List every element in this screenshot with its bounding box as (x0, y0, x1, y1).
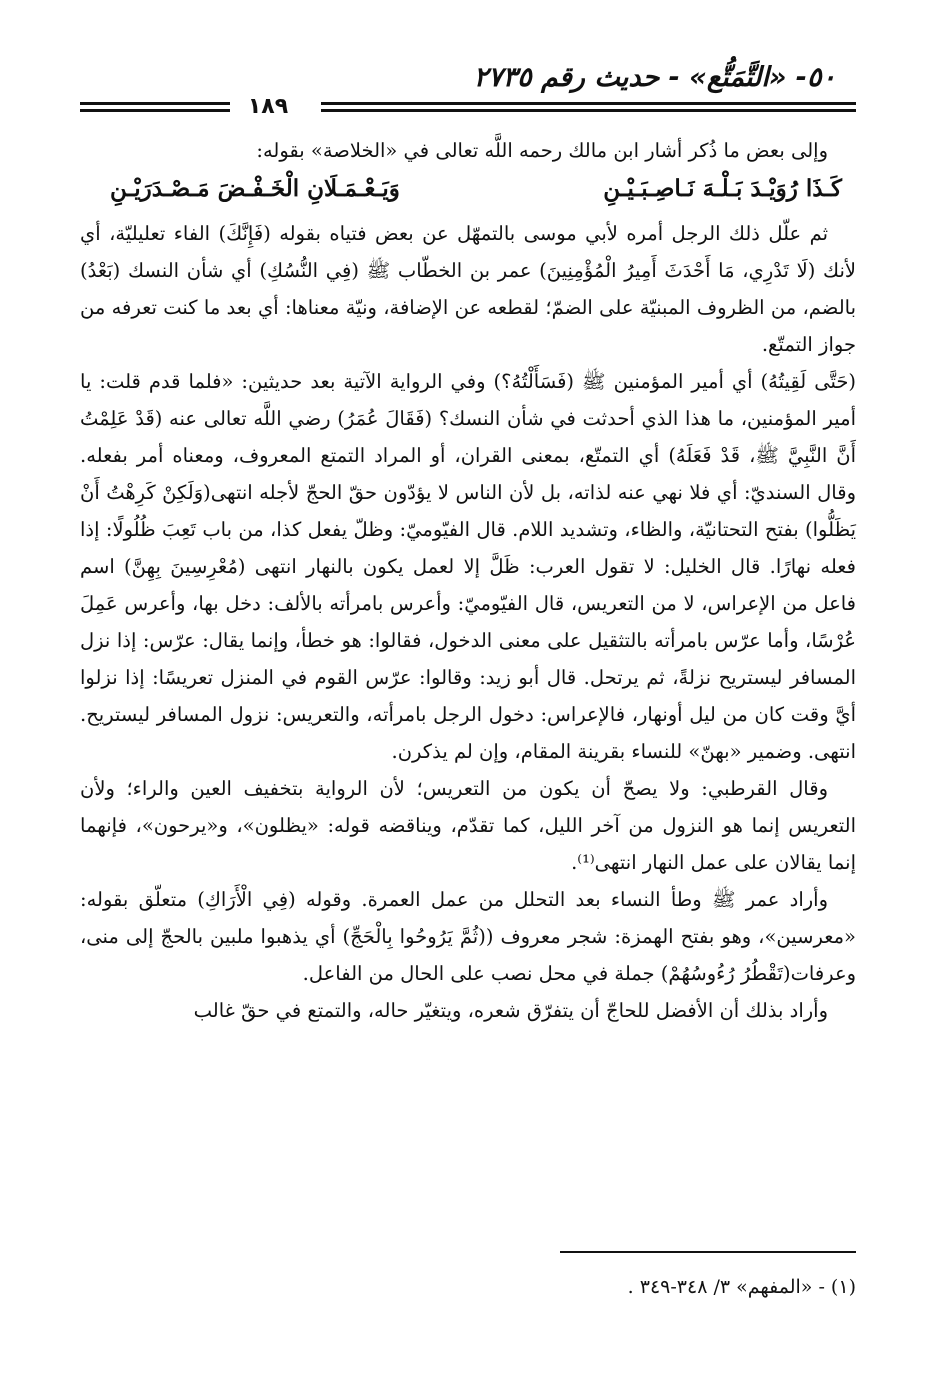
footnote: (١) - «المفهم» ٣/ ٣٤٨-٣٤٩ . (627, 1276, 856, 1298)
header-rule-top (321, 102, 856, 105)
page-number: ١٨٩ (247, 94, 289, 119)
poetry-verse (80, 169, 856, 209)
body-text (80, 132, 856, 1029)
paragraph-1: ثم علّل ذلك الرجل أمره لأبي موسى بالتمهّل عن بعض فتياه بقوله (فَإِنَّكَ) الفاء تعليليّة، أي لأنك (لَا تَدْرِي، مَا أَحْدَثَ أَمِيرُ الْمُؤْمِنِينَ) عمر بن الخطّاب ﷺ (فِي النُّسُكِ) أي شأن النسك (بَعْدُ) بالضم، من الظروف المبنيّة على الضمّ؛ لقطعه عن الإضافة، ونيّة معناها: أي بعد ما كنت تعرفه من جواز التمتّع. (80, 222, 856, 356)
verse-second-hemistich: وَيَـعْـمَـلَانِ الْخَـفْـضَ مَـصْـدَرَيْـنِ (110, 175, 400, 202)
verse-first-hemistich: كَـذَا رُوَيْـدَ بَـلْـهَ نَـاصِـبَـيْـنِ (603, 175, 842, 202)
running-title: ٥٠- «التَّمَتُّع» - حديث رقم ٢٧٣٥ (473, 62, 836, 93)
header-rule-left-top (80, 102, 230, 105)
page-header (80, 58, 856, 118)
paragraph-2: (حَتَّى لَقِيتُهُ) أي أمير المؤمنين ﷺ (فَسَأَلْتُهُ؟) وفي الرواية الآتية بعد حديثين: «فلما قدم قلت: يا أمير المؤمنين، ما هذا الذي أحدثت في شأن النسك؟ (فَقَالَ عُمَرُ) رضي اللَّه تعالى عنه (قَدْ عَلِمْتُ أَنَّ النَّبِيَّ ﷺ، قَدْ فَعَلَهُ) أي التمتّع، بمعنى القران، أو المراد التمتع المعروف، ومعناه أمر بفعله. وقال السنديّ: أي فلا نهي عنه لذاته، بل لأن الناس لا يؤدّون حقّ الحجّ لأجله انتهى(وَلَكِنْ كَرِهْتُ أَنْ يَظَلُّوا) بفتح التحتانيّة، والظاء، وتشديد اللام. قال الفيّوميّ: وظلّ يفعل كذا، من باب تَعِبَ ظُلُولًا: إذا فعله نهارًا. قال الخليل: لا تقول العرب: ظَلَّ إلا لعمل يكون بالنهار انتهى (مُعْرِسِينَ بِهِنَّ) اسم فاعل من الإعراس، لا من التعريس، قال الفيّوميّ: وأعرس بامرأته بالألف: دخل بها، وأعرس عَمِلَ عُرْسًا، وأما عرّس بامرأته بالتثقيل على معنى الدخول، فقالوا: هو خطأ، وإنما يقال: عرّس: إذا نزل المسافر ليستريح نزلةً، ثم يرتحل. قال أبو زيد: وقالوا: عرّس القوم في المنزل تعريسًا: إذا نزلوا أيَّ وقت كان من ليل أونهار، فالإعراس: دخول الرجل بامرأته، والتعريس: نزول المسافر ليستريح. انتهى. وضمير «بهنّ» للنساء بقرينة المقام، وإن لم يذكرن. (80, 370, 856, 763)
paragraph-5: وأراد بذلك أن الأفضل للحاجّ أن يتفرّق شعره، ويتغيّر حاله، والتمتع في حقّ غالب (193, 999, 828, 1022)
intro-line: وإلى بعض ما ذُكر أشار ابن مالك رحمه اللَّه تعالى في «الخلاصة» بقوله: (256, 139, 828, 162)
footnote-separator (560, 1251, 856, 1253)
paragraph-4: وأراد عمر ﷺ وطأ النساء بعد التحلل من عمل العمرة. وقوله (فِي الْأَرَاكِ) متعلّق بقوله: «معرسين»، وهو بفتح الهمزة: شجر معروف ((ثُمَّ يَرُوحُوا بِالْحَجِّ) أي يذهبوا ملبين بالحجّ إلى منى، وعرفات(تَقْطُرُ رُءُوسُهُمْ) جملة في محل نصب على الحال من الفاعل. (80, 888, 856, 985)
header-rule-left-bottom (80, 109, 230, 112)
header-rule-bottom (321, 109, 856, 112)
paragraph-3: وقال القرطبي: ولا يصحّ أن يكون من التعريس؛ لأن الرواية بتخفيف العين والراء؛ ولأن التعريس إنما هو النزول من آخر الليل، كما تقدّم، ويناقضه قوله: «يظلون»، و«يرحون»، فإنهما إنما يقالان على عمل النهار انتهى⁽¹⁾. (80, 777, 856, 874)
